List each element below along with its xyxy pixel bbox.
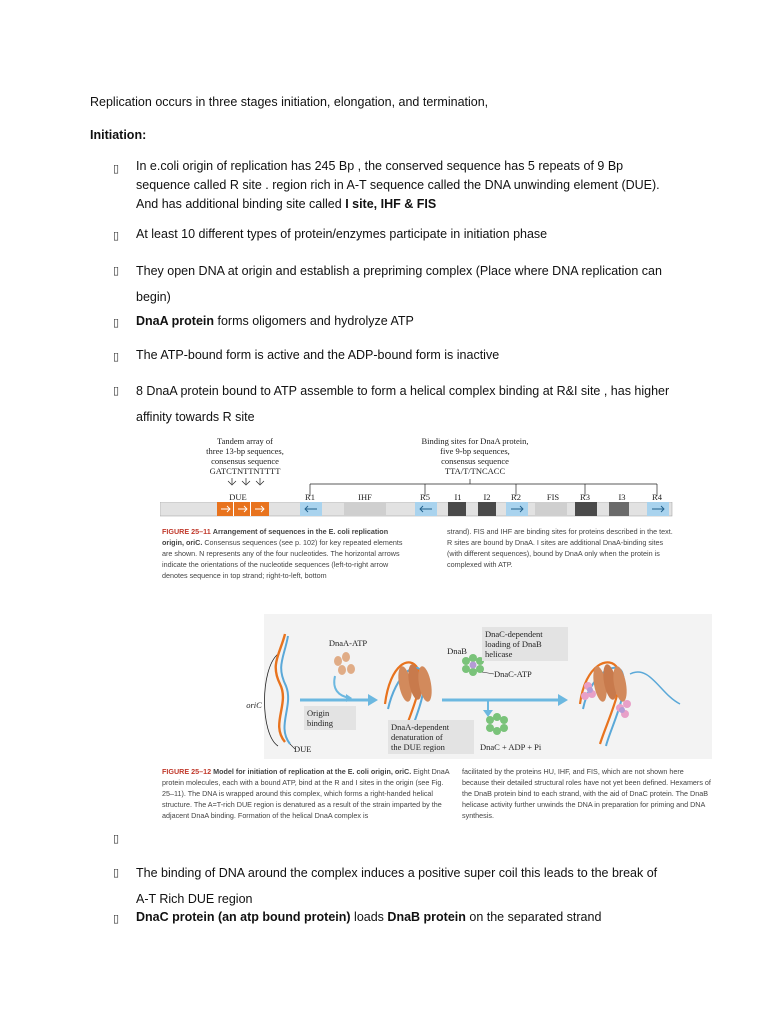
fig1-caption-left-text: Consensus sequences (see p. 102) for key repeated elements are shown. N represents any of the four nucleotides. The horizontal arrows indicate the orientations of the nucleotide sequences (left-to-right arrow denotes sequence in top strand; right-to-left, bottom bbox=[162, 538, 403, 580]
bullet-4-bold: DnaA protein bbox=[136, 314, 215, 328]
site-label-due: DUE bbox=[229, 492, 247, 502]
dnac-dependent-label bbox=[482, 627, 568, 661]
bullet-2: At least 10 different types of protein/enzymes participate in initiation phase bbox=[136, 227, 548, 241]
bullet-7-line-2: A-T Rich DUE region bbox=[136, 892, 253, 906]
dnaa-dependent-line-1: DnaA-dependent bbox=[391, 722, 450, 732]
fig2-caption-right: facilitated by the proteins HU, IHF, and FIS, which are not shown here because their detailed structural roles have not yet been defined. Hexamers of the DnaB protein bind to each strand, with the aid of DnaC protein. The DnaB helicase activity further unwinds the DNA in preparation for priming and DNA synthesis. bbox=[462, 767, 711, 820]
bullet-marker: ▯ bbox=[113, 832, 120, 845]
bullet-8-mid: loads bbox=[350, 910, 388, 924]
dnac-dependent-line-2: loading of DnaB bbox=[485, 639, 542, 649]
oric-label: oriC bbox=[246, 700, 262, 710]
bullet-marker: ▯ bbox=[113, 912, 120, 925]
bullet-7 bbox=[136, 860, 736, 912]
fig1-right-label-1: Binding sites for DnaA protein, bbox=[421, 436, 529, 446]
site-label-i1: I1 bbox=[454, 492, 462, 502]
site-label-fis: FIS bbox=[546, 492, 560, 502]
fig2-caption-bold: Model for initiation of replication at the E. coli origin, oriC. bbox=[213, 767, 412, 776]
dnac-atp-label: DnaC-ATP bbox=[494, 669, 532, 679]
figure-25-12 bbox=[160, 614, 720, 844]
fig2-caption-title: FIGURE 25–12 bbox=[162, 767, 212, 776]
bullet-4 bbox=[136, 310, 736, 332]
bullet-1-line-1: In e.coli origin of replication has 245 Bp , the conserved sequence has 5 repeats of 9 Bp bbox=[136, 159, 624, 173]
fig1-right-label-2: five 9-bp sequences, bbox=[440, 446, 510, 456]
dnac-dependent-line-3: helicase bbox=[485, 649, 513, 659]
fig1-right-label-3: consensus sequence bbox=[441, 456, 509, 466]
bullet-8-bold-2: DnaB protein bbox=[387, 910, 466, 924]
site-label-r4: R4 bbox=[652, 492, 662, 502]
bullet-1-line-3-bold: I site, IHF & FIS bbox=[345, 197, 437, 211]
origin-binding-line-2: binding bbox=[307, 718, 333, 728]
due-label: DUE bbox=[294, 744, 312, 754]
fig1-caption-bold: Arrangement of sequences in the E. coli replication origin, oriC. bbox=[162, 527, 389, 547]
bullet-1 bbox=[136, 157, 736, 214]
bullet-4-text: forms oligomers and hydrolyze ATP bbox=[214, 314, 414, 328]
dnaa-dependent-line-2: denaturation of bbox=[391, 732, 443, 742]
fig1-left-label-2: three 13-bp sequences, bbox=[206, 446, 284, 456]
dnaa-dnab-complex bbox=[580, 662, 631, 746]
bullet-6 bbox=[136, 378, 736, 430]
fig1-left-label-3: consensus sequence bbox=[211, 456, 279, 466]
origin-binding-label bbox=[304, 706, 356, 730]
site-label-r2: R2 bbox=[511, 492, 521, 502]
origin-binding-line-1: Origin bbox=[307, 708, 330, 718]
bullet-marker: ▯ bbox=[113, 162, 120, 175]
bullet-7-line-1: The binding of DNA around the complex induces a positive super coil this leads to the break of bbox=[136, 866, 658, 880]
fig1-oric-bar bbox=[160, 502, 680, 518]
dnac-adp-label: DnaC + ADP + Pi bbox=[480, 742, 542, 752]
bullet-1-line-2: sequence called R site . region rich in A-T sequence called the DNA unwinding element (DUE). bbox=[136, 178, 660, 192]
site-label-r1: R1 bbox=[305, 492, 315, 502]
bullet-1-line-3-text: And has additional binding site called bbox=[136, 197, 346, 211]
bullet-marker: ▯ bbox=[113, 229, 120, 242]
bullet-3-line-2: begin) bbox=[136, 290, 171, 304]
site-label-r5: R5 bbox=[420, 492, 430, 502]
site-label-i2: I2 bbox=[483, 492, 491, 502]
bullet-marker: ▯ bbox=[113, 866, 120, 879]
fig1-caption-right: strand). FIS and IHF are binding sites for proteins described in the text. R sites are bound by DnaA. I sites are additional DnaA-binding sites (with different sequences), bound by DnaA only when the protein is complexed with ATP. bbox=[447, 527, 673, 569]
fig2-caption-left-text: Eight DnaA protein molecules, each with a bound ATP, bind at the R and I sites in the origin (see Fig. 25–11). The DNA is wrapped around this complex, which forms a right-handed helical structure. The A=T-rich DUE region is denatured as a result of the strain imparted by the adjacent DnaA binding. Formation of the helical DnaA complex is bbox=[162, 767, 450, 820]
bullet-8-bold-1: DnaC protein (an atp bound protein) bbox=[136, 910, 351, 924]
fig1-left-label-1: Tandem array of bbox=[216, 436, 274, 446]
site-label-r3: R3 bbox=[580, 492, 590, 502]
fig1-left-label-4: GATCTNTTNTTTT bbox=[209, 466, 281, 476]
fig1-caption-title: FIGURE 25–11 bbox=[162, 527, 211, 536]
dnaa-atp-label: DnaA-ATP bbox=[328, 638, 368, 648]
fig1-right-label-4: TTA/T/TNCACC bbox=[444, 466, 506, 476]
bullet-3-line-1: They open DNA at origin and establish a prepriming complex (Place where DNA replication can bbox=[136, 264, 662, 278]
fig1-caption-left bbox=[162, 526, 410, 581]
bullet-marker: ▯ bbox=[113, 384, 120, 397]
bullet-6-line-2: affinity towards R site bbox=[136, 410, 255, 424]
bullet-marker: ▯ bbox=[113, 316, 120, 329]
bullet-8 bbox=[136, 906, 736, 928]
section-heading: Initiation: bbox=[90, 128, 147, 142]
bullet-5: The ATP-bound form is active and the ADP-bound form is inactive bbox=[136, 348, 500, 362]
dnaa-dependent-line-3: the DUE region bbox=[391, 742, 445, 752]
dnac-dependent-line-1: DnaC-dependent bbox=[485, 629, 543, 639]
bullet-marker: ▯ bbox=[113, 350, 120, 363]
site-label-i3: I3 bbox=[618, 492, 626, 502]
bullet-3 bbox=[136, 258, 736, 310]
bullet-6-line-1: 8 DnaA protein bound to ATP assemble to form a helical complex binding at R&I site , has higher bbox=[136, 384, 670, 398]
bullet-1-line-3 bbox=[136, 195, 736, 214]
bullet-marker: ▯ bbox=[113, 264, 120, 277]
dnaa-dependent-label bbox=[388, 720, 474, 754]
fig2-caption-left bbox=[162, 766, 452, 821]
bullet-8-text: on the separated strand bbox=[465, 910, 602, 924]
intro-text: Replication occurs in three stages initiation, elongation, and termination, bbox=[90, 95, 489, 109]
dnab-label: DnaB bbox=[447, 646, 467, 656]
figure-25-11 bbox=[160, 434, 680, 604]
site-label-ihf: IHF bbox=[358, 492, 372, 502]
